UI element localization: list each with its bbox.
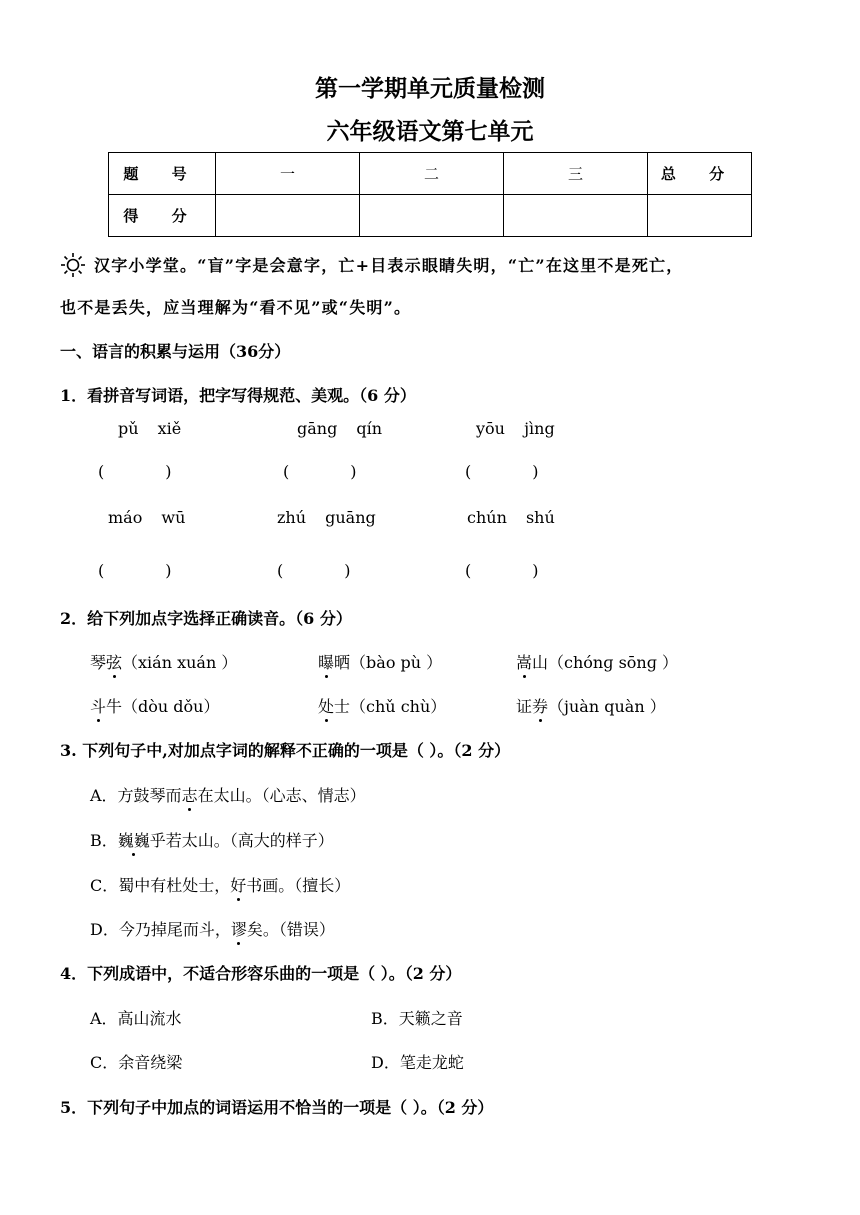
- score-row-label: 得 分: [109, 195, 216, 237]
- option-text: 矣。（错误）: [246, 920, 335, 939]
- q2-options: （bào pù ）: [350, 653, 443, 672]
- q3-option-b[interactable]: [90, 828, 334, 851]
- score-table: [108, 152, 752, 237]
- q2-char: 山: [532, 653, 549, 672]
- option-text: B．: [90, 831, 118, 850]
- q2-item-1: [90, 650, 237, 673]
- q2-item-4: [90, 694, 219, 717]
- q2-item-5: [318, 694, 446, 717]
- intro-text-1: 汉字小学堂。“盲”字是会意字，亡+目表示眼睛失明，“亡”在这里不是死亡，: [94, 256, 684, 275]
- dotted-word: 志: [181, 786, 198, 805]
- q5-stem: 5．下列句子中加点的词语运用不恰当的一项是（ ）。（2 分）: [60, 1098, 494, 1117]
- q2-dotted-char: 券: [532, 697, 549, 716]
- q1-answer-blank-6[interactable]: ( ): [465, 561, 539, 580]
- q1-answer-blank-3[interactable]: ( ): [465, 462, 539, 481]
- q1-pinyin-5: zhú guāng: [277, 508, 376, 527]
- q2-dotted-char: 曝: [318, 653, 335, 672]
- q2-char: 证: [516, 697, 533, 716]
- option-text: C．蜀中有杜处士，: [90, 876, 231, 895]
- q1-pinyin-2: gāng qín: [297, 419, 383, 438]
- q4-option-a[interactable]: A．高山流水: [90, 1009, 182, 1028]
- option-text: 书画。（擅长）: [246, 876, 351, 895]
- option-text: D．今乃掉尾而斗，: [90, 920, 231, 939]
- exam-title: 第一学期单元质量检测: [315, 76, 545, 102]
- q2-stem: 2．给下列加点字选择正确读音。（6 分）: [60, 609, 352, 628]
- exam-subtitle: 六年级语文第七单元: [326, 119, 534, 145]
- section-1-heading: 一、语言的积累与运用（36分）: [60, 342, 291, 361]
- q2-char: 士: [334, 697, 351, 716]
- q3-option-c[interactable]: [90, 873, 350, 896]
- score-header-label: 题 号: [109, 153, 216, 195]
- score-header-3: 三: [504, 153, 648, 195]
- q2-options: （chǔ chù）: [350, 697, 447, 716]
- intro-line-2: 也不是丢失，应当理解为“看不见”或“失明”。: [60, 298, 412, 317]
- dotted-word: 巍巍: [117, 831, 150, 850]
- q2-dotted-char: 斗: [90, 697, 107, 716]
- dotted-word: 谬: [230, 920, 247, 939]
- q2-options: （dòu dǒu）: [122, 697, 220, 716]
- q4-stem: 4．下列成语中，不适合形容乐曲的一项是（ ）。（2 分）: [60, 964, 462, 983]
- option-text: A．方鼓琴而: [90, 786, 182, 805]
- q4-option-b[interactable]: B．天籁之音: [371, 1009, 463, 1028]
- q2-char: 琴: [90, 653, 107, 672]
- q1-stem: 1．看拼音写词语，把字写得规范、美观。（6 分）: [60, 386, 416, 405]
- q2-options: （xián xuán ）: [122, 653, 238, 672]
- q1-answer-blank-5[interactable]: ( ): [277, 561, 351, 580]
- score-cell[interactable]: [504, 195, 648, 237]
- q1-pinyin-1: pǔ xiě: [118, 419, 182, 438]
- q1-answer-blank-4[interactable]: ( ): [98, 561, 172, 580]
- score-cell[interactable]: [360, 195, 504, 237]
- sun-icon: [60, 252, 86, 278]
- option-text: 乎若太山。（高大的样子）: [149, 831, 334, 850]
- score-header-1: 一: [216, 153, 360, 195]
- q2-item-6: [516, 694, 666, 717]
- q4-option-c[interactable]: C．余音绕梁: [90, 1053, 183, 1072]
- score-cell-total[interactable]: [648, 195, 752, 237]
- q1-pinyin-4: máo wū: [108, 508, 186, 527]
- q1-pinyin-6: chún shú: [467, 508, 555, 527]
- dotted-word: 好: [230, 876, 247, 895]
- q2-dotted-char: 弦: [106, 653, 123, 672]
- option-text: 在太山。（心志、情志）: [197, 786, 366, 805]
- q2-char: 牛: [106, 697, 123, 716]
- score-header-total: 总 分: [648, 153, 752, 195]
- q3-stem: 3. 下列句子中,对加点字词的解释不正确的一项是（ ）。（2 分）: [60, 741, 511, 760]
- intro-line-1: [60, 252, 683, 278]
- q1-pinyin-3: yōu jìng: [476, 419, 555, 438]
- q2-item-2: [318, 650, 442, 673]
- q4-option-d[interactable]: D．笔走龙蛇: [371, 1053, 464, 1072]
- q2-options: （chónɡ sōnɡ ）: [548, 653, 679, 672]
- q2-dotted-char: 处: [318, 697, 335, 716]
- q2-options: （juàn quàn ）: [548, 697, 666, 716]
- q1-answer-blank-1[interactable]: ( ): [98, 462, 172, 481]
- q2-item-3: [516, 650, 678, 673]
- q2-dotted-char: 嵩: [516, 653, 533, 672]
- q3-option-d[interactable]: [90, 917, 335, 940]
- score-header-2: 二: [360, 153, 504, 195]
- q3-option-a[interactable]: [90, 783, 366, 806]
- q1-answer-blank-2[interactable]: ( ): [283, 462, 357, 481]
- q2-char: 晒: [334, 653, 351, 672]
- score-cell[interactable]: [216, 195, 360, 237]
